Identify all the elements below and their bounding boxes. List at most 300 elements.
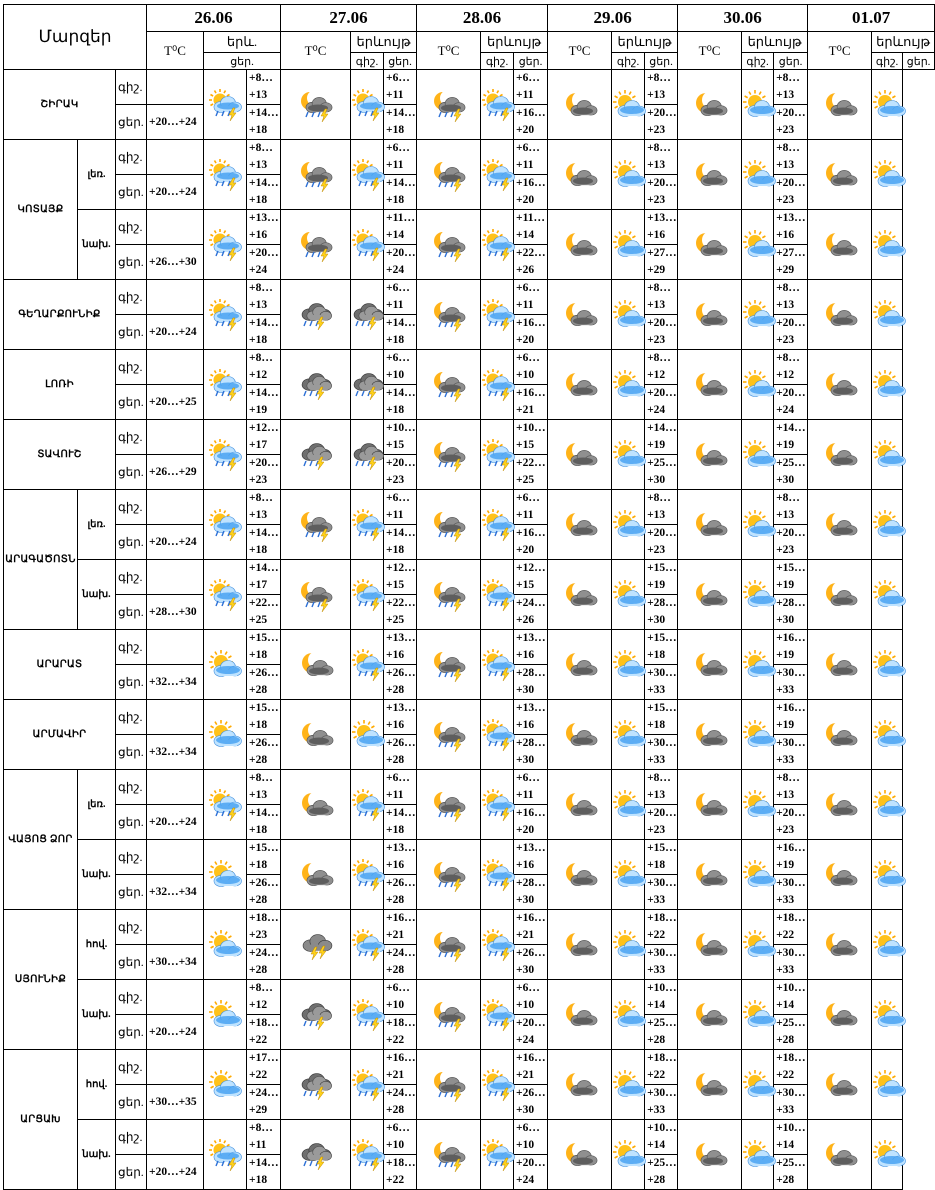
moon-cloud-rain-icon bbox=[417, 440, 480, 470]
moon-cloud-rain-icon bbox=[281, 230, 350, 260]
weather-cell bbox=[417, 70, 481, 140]
weather-cell bbox=[548, 840, 612, 910]
moon-cloud-rain-icon-graphic bbox=[432, 720, 466, 750]
temp-cell-4-day: +25…+30 bbox=[645, 455, 678, 490]
region-name: ՏԱՎՈՒՇ bbox=[4, 420, 116, 490]
weather-cell bbox=[872, 840, 903, 910]
sun-cloud-rain-storm-icon-graphic bbox=[481, 720, 515, 750]
moon-cloud-icon bbox=[678, 1001, 741, 1029]
moon-cloud-icon-graphic bbox=[563, 371, 597, 399]
moon-cloud-icon-graphic bbox=[299, 651, 333, 679]
sun-cloud-rain-storm-icon-graphic bbox=[481, 650, 515, 680]
moon-cloud-rain-icon-graphic bbox=[299, 230, 333, 260]
weather-cell bbox=[481, 350, 514, 420]
subregion-label: հով. bbox=[78, 1050, 116, 1120]
temp-cell-3-night: +13…+16 bbox=[514, 630, 548, 665]
sun-cloud-rain-storm-icon bbox=[351, 930, 383, 960]
moon-cloud-icon bbox=[548, 721, 611, 749]
sun-cloud-icon bbox=[204, 1001, 246, 1029]
sun-cloud-rain-storm-icon bbox=[481, 160, 513, 190]
sun-cloud-icon bbox=[612, 371, 644, 399]
weather-cell bbox=[351, 700, 384, 770]
temp-cell-3-day: +16…+21 bbox=[514, 385, 548, 420]
sun-cloud-rain-storm-icon-graphic bbox=[208, 1140, 242, 1170]
sun-cloud-rain-storm-icon bbox=[351, 650, 383, 680]
moon-cloud-icon bbox=[808, 441, 871, 469]
temp-cell-4-day: +30…+33 bbox=[645, 945, 678, 980]
moon-cloud-rain-icon bbox=[281, 90, 350, 120]
cloud-rain-storm-icon-graphic bbox=[351, 300, 385, 330]
moon-cloud-rain-icon bbox=[417, 790, 480, 820]
weather-cell bbox=[678, 630, 742, 700]
temp-cell-2-day: +24…+28 bbox=[384, 945, 417, 980]
sun-cloud-rain-storm-icon-graphic bbox=[481, 300, 515, 330]
sun-cloud-icon-graphic bbox=[351, 721, 385, 749]
weather-cell bbox=[872, 630, 903, 700]
moon-cloud-icon bbox=[808, 791, 871, 819]
sun-cloud-rain-storm-icon-graphic bbox=[351, 90, 385, 120]
moon-cloud-icon bbox=[281, 861, 350, 889]
sun-cloud-rain-storm-icon bbox=[351, 90, 383, 120]
sun-cloud-icon bbox=[742, 91, 773, 119]
temp-cell-5-day: +30…+33 bbox=[774, 665, 808, 700]
weather-cell bbox=[742, 560, 774, 630]
subregion-label: լեռ. bbox=[78, 770, 116, 840]
sun-cloud-icon-graphic bbox=[872, 441, 906, 469]
sun-cloud-icon-graphic bbox=[872, 511, 906, 539]
temp-cell-4-day: +30…+33 bbox=[645, 1085, 678, 1120]
temp-cell-5-night: +18…+22 bbox=[774, 1050, 808, 1085]
temp-cell-3-day: +24…+26 bbox=[514, 595, 548, 630]
sun-cloud-icon-graphic bbox=[872, 161, 906, 189]
day-label: ցեր. bbox=[116, 455, 147, 490]
subregion-label: լեռ. bbox=[78, 140, 116, 210]
temp-cell-4-night: +8…+13 bbox=[645, 140, 678, 175]
temp-cell-3-day: +16…+20 bbox=[514, 525, 548, 560]
night-label: գիշ. bbox=[116, 770, 147, 805]
weather-cell bbox=[351, 140, 384, 210]
weather-cell bbox=[351, 210, 384, 280]
night-label: գիշ. bbox=[116, 420, 147, 455]
weather-cell bbox=[742, 420, 774, 490]
weather-cell bbox=[351, 490, 384, 560]
day-label: ցեր. bbox=[116, 595, 147, 630]
sun-cloud-rain-storm-icon-graphic bbox=[351, 1000, 385, 1030]
night-label: գիշ. bbox=[116, 700, 147, 735]
moon-cloud-icon bbox=[548, 441, 611, 469]
weather-cell bbox=[548, 770, 612, 840]
weather-cell bbox=[678, 980, 742, 1050]
temp-cell-5-day: +20…+24 bbox=[774, 385, 808, 420]
cloud-rain-storm-icon-graphic bbox=[351, 370, 385, 400]
temp-cell-1-day: +14…+18 bbox=[247, 175, 281, 210]
sun-cloud-rain-storm-icon-graphic bbox=[351, 160, 385, 190]
moon-cloud-icon bbox=[678, 371, 741, 399]
moon-cloud-icon bbox=[808, 511, 871, 539]
moon-cloud-icon bbox=[548, 511, 611, 539]
sun-cloud-icon bbox=[612, 721, 644, 749]
weather-cell bbox=[417, 1120, 481, 1190]
temp-cell-1-night: +14…+17 bbox=[247, 560, 281, 595]
temp-cell-2-day: +18…+22 bbox=[384, 1015, 417, 1050]
moon-cloud-icon bbox=[808, 1141, 871, 1169]
temp-cell-5-day: +20…+23 bbox=[774, 805, 808, 840]
subregion-label: նախ. bbox=[78, 1120, 116, 1190]
cloud-storm-icon bbox=[281, 930, 350, 960]
moon-cloud-icon-graphic bbox=[693, 1141, 727, 1169]
sun-cloud-icon bbox=[872, 91, 902, 119]
temp-cell-3-day: +16…+20 bbox=[514, 175, 548, 210]
moon-cloud-rain-icon-graphic bbox=[299, 90, 333, 120]
moon-cloud-rain-icon bbox=[417, 650, 480, 680]
night-label: գիշ. bbox=[116, 490, 147, 525]
temp-cell-0-day: +20…+24 bbox=[147, 105, 204, 140]
temp-cell-4-night: +15…+18 bbox=[645, 840, 678, 875]
weather-cell bbox=[417, 840, 481, 910]
cloud-rain-storm-icon bbox=[281, 370, 350, 400]
temp-cell-1-night: +8…+13 bbox=[247, 280, 281, 315]
moon-cloud-icon-graphic bbox=[693, 861, 727, 889]
weather-cell bbox=[281, 560, 351, 630]
sun-cloud-icon bbox=[742, 1071, 773, 1099]
temp-cell-2-night: +6…+10 bbox=[384, 980, 417, 1015]
moon-cloud-icon-graphic bbox=[823, 581, 857, 609]
sun-cloud-icon bbox=[204, 651, 246, 679]
moon-cloud-icon-graphic bbox=[563, 231, 597, 259]
weather-cell bbox=[548, 1120, 612, 1190]
day-header-0: ցեր. bbox=[204, 53, 281, 70]
weather-cell bbox=[204, 1050, 247, 1120]
sun-cloud-icon bbox=[872, 861, 902, 889]
cloud-rain-storm-icon bbox=[281, 1140, 350, 1170]
temp-cell-3-day: +28…+30 bbox=[514, 875, 548, 910]
moon-cloud-rain-icon bbox=[417, 860, 480, 890]
moon-cloud-icon-graphic bbox=[563, 1071, 597, 1099]
temp-cell-4-night: +10…+14 bbox=[645, 1120, 678, 1155]
subregion-label: նախ. bbox=[78, 980, 116, 1050]
temp-cell-0-night bbox=[147, 350, 204, 385]
moon-cloud-icon-graphic bbox=[563, 1141, 597, 1169]
weather-cell bbox=[678, 1120, 742, 1190]
weather-cell bbox=[351, 70, 384, 140]
moon-cloud-rain-icon bbox=[281, 510, 350, 540]
weather-cell bbox=[351, 910, 384, 980]
moon-cloud-icon-graphic bbox=[693, 441, 727, 469]
temp-cell-1-day: +14…+18 bbox=[247, 1155, 281, 1190]
temp-cell-2-day: +14…+18 bbox=[384, 175, 417, 210]
temp-header-4: T⁰C bbox=[678, 32, 742, 70]
temp-cell-4-night: +18…+22 bbox=[645, 1050, 678, 1085]
weather-cell bbox=[481, 560, 514, 630]
moon-cloud-icon-graphic bbox=[563, 301, 597, 329]
moon-cloud-icon-graphic bbox=[823, 791, 857, 819]
sun-cloud-rain-storm-icon bbox=[204, 580, 246, 610]
sun-cloud-icon-graphic bbox=[742, 1071, 776, 1099]
moon-cloud-rain-icon-graphic bbox=[432, 650, 466, 680]
weather-header-4: երևույթ bbox=[742, 32, 808, 53]
night-header-4: գիշ. bbox=[742, 53, 774, 70]
cloud-rain-storm-icon bbox=[351, 440, 383, 470]
cloud-rain-storm-icon-graphic bbox=[299, 1140, 333, 1170]
temp-cell-5-night: +18…+22 bbox=[774, 910, 808, 945]
temp-cell-3-night: +13…+16 bbox=[514, 840, 548, 875]
temp-cell-5-day: +25…+28 bbox=[774, 1155, 808, 1190]
region-name: ՇԻՐԱԿ bbox=[4, 70, 116, 140]
temp-cell-3-night: +6…+11 bbox=[514, 770, 548, 805]
weather-cell bbox=[548, 70, 612, 140]
temp-cell-1-day: +26…+28 bbox=[247, 875, 281, 910]
night-label: գիշ. bbox=[116, 1050, 147, 1085]
temp-cell-4-night: +18…+22 bbox=[645, 910, 678, 945]
moon-cloud-icon bbox=[808, 371, 871, 399]
weather-cell bbox=[742, 770, 774, 840]
day-header-2: ցեր. bbox=[514, 53, 548, 70]
moon-cloud-icon-graphic bbox=[823, 931, 857, 959]
moon-cloud-icon bbox=[548, 861, 611, 889]
sun-cloud-rain-storm-icon-graphic bbox=[481, 930, 515, 960]
sun-cloud-rain-storm-icon-graphic bbox=[208, 790, 242, 820]
sun-cloud-icon bbox=[872, 1001, 902, 1029]
sun-cloud-rain-storm-icon bbox=[204, 370, 246, 400]
sun-cloud-icon bbox=[742, 441, 773, 469]
temp-cell-3-day: +28…+30 bbox=[514, 665, 548, 700]
moon-cloud-rain-icon-graphic bbox=[432, 930, 466, 960]
weather-header-0: երև. bbox=[204, 32, 281, 53]
date-header-3: 29.06 bbox=[548, 5, 678, 32]
weather-cell bbox=[612, 210, 645, 280]
weather-cell bbox=[417, 700, 481, 770]
weather-cell bbox=[204, 560, 247, 630]
sun-cloud-rain-storm-icon-graphic bbox=[481, 230, 515, 260]
weather-cell bbox=[678, 140, 742, 210]
temp-cell-1-night: +13…+16 bbox=[247, 210, 281, 245]
sun-cloud-icon bbox=[612, 791, 644, 819]
date-header-4: 30.06 bbox=[678, 5, 808, 32]
weather-cell bbox=[808, 700, 872, 770]
table-row bbox=[4, 490, 935, 525]
temp-cell-1-day: +14…+18 bbox=[247, 105, 281, 140]
temp-cell-3-night: +6…+11 bbox=[514, 490, 548, 525]
temp-cell-5-night: +14…+19 bbox=[774, 420, 808, 455]
temp-cell-2-day: +18…+22 bbox=[384, 1155, 417, 1190]
temp-cell-3-night: +6…+10 bbox=[514, 350, 548, 385]
weather-cell bbox=[417, 350, 481, 420]
cloud-storm-icon-graphic bbox=[299, 930, 333, 960]
table-row bbox=[4, 840, 935, 875]
sun-cloud-icon bbox=[612, 1141, 644, 1169]
temp-cell-0-day: +20…+24 bbox=[147, 1015, 204, 1050]
moon-cloud-rain-icon bbox=[417, 510, 480, 540]
weather-cell bbox=[351, 280, 384, 350]
moon-cloud-icon bbox=[808, 231, 871, 259]
forecast-table bbox=[3, 4, 935, 1190]
sun-cloud-rain-storm-icon-graphic bbox=[481, 580, 515, 610]
moon-cloud-icon bbox=[678, 91, 741, 119]
sun-cloud-icon-graphic bbox=[612, 861, 646, 889]
sun-cloud-icon bbox=[742, 371, 773, 399]
table-row bbox=[4, 420, 935, 455]
sun-cloud-icon-graphic bbox=[872, 371, 906, 399]
temp-cell-1-night: +8…+11 bbox=[247, 1120, 281, 1155]
moon-cloud-icon-graphic bbox=[563, 861, 597, 889]
temp-cell-2-day: +26…+28 bbox=[384, 735, 417, 770]
moon-cloud-rain-icon bbox=[417, 930, 480, 960]
moon-cloud-icon-graphic bbox=[823, 371, 857, 399]
weather-cell bbox=[548, 210, 612, 280]
sun-cloud-icon bbox=[742, 301, 773, 329]
temp-cell-0-day: +20…+25 bbox=[147, 385, 204, 420]
moon-cloud-icon-graphic bbox=[823, 721, 857, 749]
sun-cloud-rain-storm-icon bbox=[481, 1000, 513, 1030]
temp-cell-2-night: +13…+16 bbox=[384, 840, 417, 875]
moon-cloud-rain-icon-graphic bbox=[299, 510, 333, 540]
temp-cell-3-night: +12…+15 bbox=[514, 560, 548, 595]
sun-cloud-rain-storm-icon-graphic bbox=[351, 580, 385, 610]
sun-cloud-rain-storm-icon bbox=[481, 1140, 513, 1170]
moon-cloud-rain-icon-graphic bbox=[432, 370, 466, 400]
sun-cloud-rain-storm-icon-graphic bbox=[208, 160, 242, 190]
weather-cell bbox=[872, 1050, 903, 1120]
moon-cloud-rain-icon-graphic bbox=[432, 1070, 466, 1100]
moon-cloud-rain-icon bbox=[417, 1000, 480, 1030]
weather-cell bbox=[808, 1050, 872, 1120]
moon-cloud-icon bbox=[808, 1071, 871, 1099]
region-name: ԱՐՑԱԽ bbox=[4, 1050, 78, 1190]
sun-cloud-icon bbox=[612, 231, 644, 259]
moon-cloud-icon-graphic bbox=[823, 301, 857, 329]
moon-cloud-rain-icon bbox=[417, 90, 480, 120]
moon-cloud-icon-graphic bbox=[299, 721, 333, 749]
weather-cell bbox=[548, 420, 612, 490]
cloud-rain-storm-icon-graphic bbox=[299, 1000, 333, 1030]
sun-cloud-icon bbox=[204, 721, 246, 749]
sun-cloud-icon-graphic bbox=[872, 791, 906, 819]
moon-cloud-rain-icon-graphic bbox=[299, 580, 333, 610]
moon-cloud-rain-icon bbox=[417, 1140, 480, 1170]
sun-cloud-icon-graphic bbox=[872, 1071, 906, 1099]
weather-cell bbox=[808, 70, 872, 140]
sun-cloud-icon-graphic bbox=[612, 931, 646, 959]
sun-cloud-icon-graphic bbox=[208, 721, 242, 749]
day-label: ցեր. bbox=[116, 1085, 147, 1120]
weather-cell bbox=[417, 210, 481, 280]
weather-cell bbox=[204, 700, 247, 770]
table-row bbox=[4, 910, 935, 945]
night-header-3: գիշ. bbox=[612, 53, 645, 70]
weather-cell bbox=[808, 910, 872, 980]
weather-cell bbox=[351, 980, 384, 1050]
weather-cell bbox=[742, 280, 774, 350]
sun-cloud-icon bbox=[872, 791, 902, 819]
temp-cell-4-day: +28…+30 bbox=[645, 595, 678, 630]
moon-cloud-rain-icon-graphic bbox=[432, 90, 466, 120]
sun-cloud-icon-graphic bbox=[872, 861, 906, 889]
sun-cloud-rain-storm-icon bbox=[481, 580, 513, 610]
weather-cell bbox=[808, 840, 872, 910]
weather-cell bbox=[612, 910, 645, 980]
sun-cloud-rain-storm-icon bbox=[351, 580, 383, 610]
weather-cell bbox=[678, 840, 742, 910]
weather-cell bbox=[481, 280, 514, 350]
moon-cloud-icon bbox=[548, 791, 611, 819]
region-name: ԿՈՏԱՅՔ bbox=[4, 140, 78, 280]
sun-cloud-icon-graphic bbox=[872, 721, 906, 749]
weather-cell bbox=[281, 280, 351, 350]
moon-cloud-rain-icon-graphic bbox=[432, 230, 466, 260]
region-name: ԱՐԱԳԱԾՈՏՆ bbox=[4, 490, 78, 630]
date-header-0: 26.06 bbox=[147, 5, 281, 32]
moon-cloud-rain-icon bbox=[417, 300, 480, 330]
temp-cell-5-day: +30…+33 bbox=[774, 875, 808, 910]
temp-cell-1-night: +8…+12 bbox=[247, 980, 281, 1015]
weather-cell bbox=[281, 490, 351, 560]
temp-header-3: T⁰C bbox=[548, 32, 612, 70]
day-label: ցեր. bbox=[116, 805, 147, 840]
moon-cloud-icon-graphic bbox=[693, 231, 727, 259]
night-label: գիշ. bbox=[116, 350, 147, 385]
temp-cell-5-day: +20…+23 bbox=[774, 525, 808, 560]
weather-cell bbox=[281, 980, 351, 1050]
table-row bbox=[4, 1050, 935, 1085]
weather-cell bbox=[481, 630, 514, 700]
weather-cell bbox=[872, 700, 903, 770]
moon-cloud-icon-graphic bbox=[299, 791, 333, 819]
sun-cloud-icon-graphic bbox=[742, 1141, 776, 1169]
table-row bbox=[4, 560, 935, 595]
sun-cloud-icon bbox=[204, 1071, 246, 1099]
weather-cell bbox=[678, 350, 742, 420]
temp-cell-5-night: +10…+14 bbox=[774, 980, 808, 1015]
weather-cell bbox=[612, 840, 645, 910]
day-label: ցեր. bbox=[116, 1015, 147, 1050]
sun-cloud-icon-graphic bbox=[612, 371, 646, 399]
temp-cell-5-night: +16…+19 bbox=[774, 630, 808, 665]
night-label: գիշ. bbox=[116, 210, 147, 245]
sun-cloud-icon bbox=[204, 861, 246, 889]
sun-cloud-icon bbox=[612, 441, 644, 469]
weather-cell bbox=[204, 1120, 247, 1190]
region-name: ԼՈՌԻ bbox=[4, 350, 116, 420]
weather-cell bbox=[481, 70, 514, 140]
weather-cell bbox=[612, 770, 645, 840]
temp-cell-1-night: +17…+22 bbox=[247, 1050, 281, 1085]
day-label: ցեր. bbox=[116, 105, 147, 140]
temp-cell-0-night bbox=[147, 700, 204, 735]
temp-cell-4-day: +30…+33 bbox=[645, 735, 678, 770]
sun-cloud-rain-storm-icon bbox=[204, 300, 246, 330]
weather-cell bbox=[281, 70, 351, 140]
cloud-rain-storm-icon bbox=[281, 1000, 350, 1030]
weather-cell bbox=[417, 280, 481, 350]
table-row bbox=[4, 630, 935, 665]
day-label: ցեր. bbox=[116, 385, 147, 420]
sun-cloud-icon bbox=[872, 721, 902, 749]
region-name: ԱՐՄԱՎԻՐ bbox=[4, 700, 116, 770]
cloud-rain-storm-icon-graphic bbox=[299, 370, 333, 400]
temp-cell-2-night: +10…+15 bbox=[384, 420, 417, 455]
moon-cloud-icon-graphic bbox=[563, 91, 597, 119]
night-label: գիշ. bbox=[116, 630, 147, 665]
moon-cloud-icon bbox=[678, 1141, 741, 1169]
sun-cloud-icon-graphic bbox=[872, 581, 906, 609]
sun-cloud-icon-graphic bbox=[612, 1001, 646, 1029]
weather-cell bbox=[872, 980, 903, 1050]
sun-cloud-icon bbox=[872, 651, 902, 679]
temp-cell-0-night bbox=[147, 140, 204, 175]
weather-cell bbox=[204, 770, 247, 840]
temp-cell-4-night: +15…+18 bbox=[645, 700, 678, 735]
weather-cell bbox=[612, 140, 645, 210]
